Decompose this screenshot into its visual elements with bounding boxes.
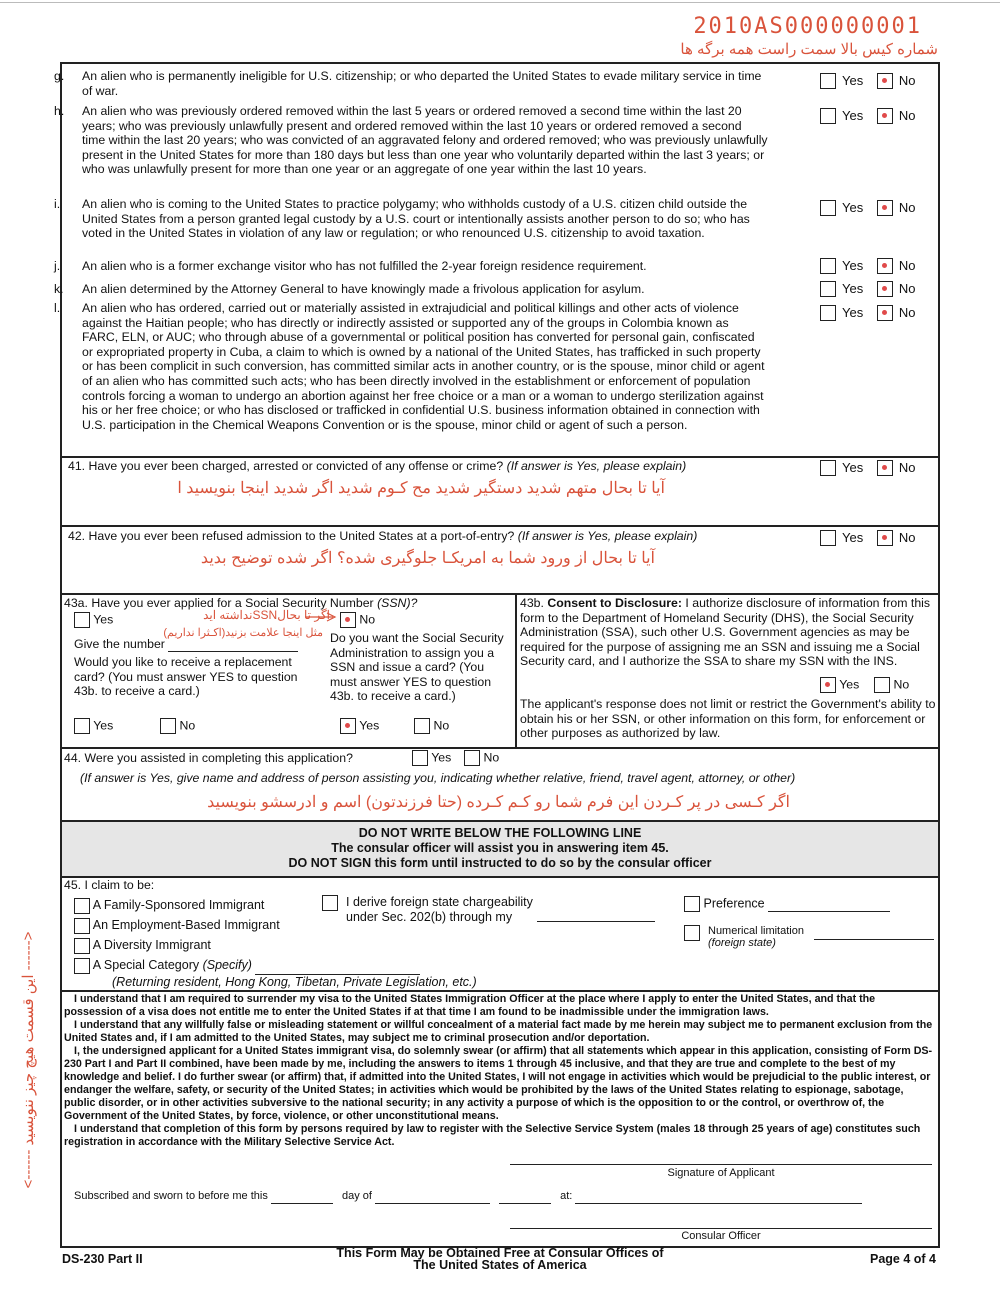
q43b-notice: The applicant's response does not limit or restrict the Government's ability to obtain his or her SSN, or other information on this form, for enforcement or other purposes as authorized by law. bbox=[520, 697, 936, 741]
give-number: Give the number bbox=[74, 637, 298, 652]
yes-checkbox[interactable] bbox=[820, 677, 836, 693]
question-41: 41. Have you ever been charged, arrested or convicted of any offense or crime? (If answer is Yes, please explain) bbox=[68, 459, 687, 473]
claim-diversity: A Diversity Immigrant bbox=[74, 935, 477, 955]
yes-checkbox[interactable] bbox=[340, 718, 356, 734]
question-44: 44. Were you assisted in completing this application? bbox=[64, 751, 353, 765]
question-i: i. An alien who is coming to the United States to practice polygamy; who withholds custody of a U.S. citizen child outside the United States from a person granted legal custody by a U.S. court or intentionally assists another person to do so; who has voted in the United States in violation of any law or regulation; or who renounced U.S. citizenship to avoid taxation. bbox=[54, 197, 750, 241]
question-k: k. An alien determined by the Attorney General to have knowingly made a frivolous application for asylum. bbox=[54, 282, 645, 296]
footer-center: This Form May be Obtained Free at Consular Offices of The United States of America bbox=[336, 1246, 664, 1272]
derive-checkbox[interactable] bbox=[322, 895, 338, 911]
yes-checkbox[interactable] bbox=[74, 718, 90, 734]
q43a-yes: Yes bbox=[74, 612, 113, 628]
preference: Preference bbox=[684, 896, 890, 912]
yes-checkbox[interactable] bbox=[820, 460, 836, 476]
numerical-checkbox[interactable] bbox=[684, 925, 700, 941]
yes-checkbox[interactable] bbox=[820, 258, 836, 274]
page-top-rule bbox=[0, 2, 1000, 3]
yes-checkbox[interactable] bbox=[412, 750, 428, 766]
applicant-signature-label: Signature of Applicant bbox=[667, 1167, 775, 1179]
no-checkbox[interactable] bbox=[160, 718, 176, 734]
q43b-consent: 43b. Consent to Disclosure: I authorize disclosure of information from this form to the Department of Homeland Security (DHS), the Social Security Administration (SSA), such other U.S. Government agencies as may be required for the purpose of assigning me an SSN and issuing me a Social Security card, and I authorize the SSA to share my SSN with the INS. bbox=[520, 596, 931, 669]
rule-43-split bbox=[515, 593, 517, 747]
q44-note-fa: اگر کـسی در پر کـردن این فرم شما رو کـم کـرده (حتا فرزندتون) اسم و ادرسشو بنویسید bbox=[207, 794, 790, 811]
no-checkbox[interactable] bbox=[877, 258, 893, 274]
yes-checkbox[interactable] bbox=[820, 281, 836, 297]
no-checkbox[interactable] bbox=[877, 73, 893, 89]
ssa-question: Do you want the Social Security Administration to assign you a SSN and issue a card? (You must answer YES to question 43b. to receive a card.) bbox=[330, 631, 504, 704]
answer-41: Yes No bbox=[820, 459, 925, 476]
q43a-no: No bbox=[340, 612, 375, 628]
no-checkbox[interactable] bbox=[877, 460, 893, 476]
rule-before-42 bbox=[60, 525, 940, 527]
answer-h: Yes No bbox=[820, 107, 925, 124]
rule-before-41 bbox=[60, 456, 940, 458]
employment-checkbox[interactable] bbox=[74, 918, 90, 934]
no-checkbox[interactable] bbox=[874, 677, 890, 693]
answer-42: Yes No bbox=[820, 529, 925, 546]
q41-note-fa: آیا تا بحال متهم شدید دستگیر شدید مح کـوم شدید اگر شدید اینجا بنویسید ا bbox=[177, 480, 665, 497]
ssa-answer: Yes No bbox=[340, 718, 449, 734]
question-l: l. An alien who has ordered, carried out or materially assisted in extrajudicial and political killings and other acts of violence against the Haitian people; who has directly or indirectly assisted or supported any of the groups in Colombia known as FARC, ELN, or AUC; who through abuse of a governmental or political position has converted for personal gain, confiscated or expropriated property in Cuba, a claim to which is owned by a national of the United States, has trafficked in such property or has been complicit in such conversion, has committed similar acts in another country, or is the spouse, minor child or agent of an alien who has committed such acts; who has been directly involved in the establishment or enforcement of population controls forcing a woman to undergo an abortion against her free choice or a man or a woman to undergo sterilization against his or her free choice; or who has disclosed or trafficked in confidential U.S. business information obtained in connection with U.S. participation in the Chemical Weapons Convention or is the spouse, minor child or agent of such a person. bbox=[54, 301, 765, 432]
no-checkbox[interactable] bbox=[877, 281, 893, 297]
question-j: j. An alien who is a former exchange visitor who has not fulfilled the 2-year foreign residence requirement. bbox=[54, 259, 647, 273]
q42-note-fa: آیا تا بحال از ورود شما به امریکـا جلوگیری شده؟ اگر شده توضیح بدید bbox=[200, 550, 655, 567]
case-number-note: شماره کیس بالا سمت راست همه برگه ها bbox=[680, 41, 938, 58]
question-g: g. An alien who is permanently ineligible for U.S. citizenship; or who departed the United States to evade military service in time of war. bbox=[54, 69, 762, 98]
claim-employment: An Employment-Based Immigrant bbox=[74, 915, 477, 935]
yes-checkbox[interactable] bbox=[820, 305, 836, 321]
q44-answer: Yes No bbox=[412, 750, 499, 766]
question-43a: 43a. Have you ever applied for a Social Security Number (SSN)? bbox=[64, 596, 418, 610]
no-checkbox[interactable] bbox=[464, 750, 480, 766]
claim-family: A Family-Sponsored Immigrant bbox=[74, 895, 477, 915]
numerical-limitation: Numerical limitation (foreign state) bbox=[684, 925, 804, 949]
preference-checkbox[interactable] bbox=[684, 896, 700, 912]
numerical-field[interactable] bbox=[814, 939, 934, 940]
yes-checkbox[interactable] bbox=[820, 200, 836, 216]
answer-l: Yes No bbox=[820, 304, 925, 321]
officer-signature-label: Consular Officer bbox=[681, 1230, 761, 1242]
special-checkbox[interactable] bbox=[74, 958, 90, 974]
rule-before-43 bbox=[60, 593, 940, 595]
no-checkbox[interactable] bbox=[877, 530, 893, 546]
no-checkbox[interactable] bbox=[877, 108, 893, 124]
arrow-icon bbox=[305, 611, 339, 623]
family-checkbox[interactable] bbox=[74, 898, 90, 914]
rule-before-oath bbox=[60, 990, 940, 992]
no-checkbox[interactable] bbox=[877, 200, 893, 216]
case-number: 2010AS000000001 bbox=[693, 14, 922, 39]
answer-k: Yes No bbox=[820, 280, 925, 297]
page-number: Page 4 of 4 bbox=[870, 1252, 936, 1266]
special-note: (Returning resident, Hong Kong, Tibetan, Private Legislation, etc.) bbox=[112, 975, 477, 989]
question-42: 42. Have you ever been refused admission to the United States at a port-of-entry? (If answer is Yes, please explain) bbox=[68, 529, 698, 543]
diversity-checkbox[interactable] bbox=[74, 938, 90, 954]
derive-field[interactable] bbox=[537, 921, 655, 922]
answer-g: Yes No bbox=[820, 72, 925, 89]
yes-checkbox[interactable] bbox=[820, 530, 836, 546]
no-checkbox[interactable] bbox=[414, 718, 430, 734]
question-h: h. An alien who was previously ordered removed within the last 5 years or ordered removed a second time within the last 20 years; who was previously unlawfully present and ordered removed within the last 10 years or ordered removed a second time within the last 20 years; who was convicted of an aggravated felony and ordered removed; who was previously unlawfully present in the United States for more than 180 days but less than one year who voluntarily departed within the last 3 years; or who was unlawfully present for more than one year or an aggregate of one year within the last 10 years. bbox=[54, 104, 768, 177]
no-checkbox[interactable] bbox=[340, 612, 356, 628]
claim-special: A Special Category (Specify) bbox=[74, 955, 477, 975]
derive-chargeability: I derive foreign state chargeability under Sec. 202(b) through my bbox=[322, 895, 537, 924]
divider-line3: DO NOT SIGN this form until instructed to do so by the consular officer bbox=[288, 856, 712, 870]
applicant-signature-line[interactable] bbox=[510, 1164, 932, 1165]
side-note-fa: <------ این قسمت هیچ چیز ننویسید ------> bbox=[20, 931, 37, 1189]
q43a-note-fa-1: اگر تا بحالSSNنداشته اید bbox=[203, 608, 330, 622]
divider-line2: The consular officer will assist you in answering item 45. bbox=[331, 841, 669, 855]
answer-i: Yes No bbox=[820, 199, 925, 216]
yes-checkbox[interactable] bbox=[820, 108, 836, 124]
question-45: 45. I claim to be: bbox=[64, 878, 155, 892]
q44-note: (If answer is Yes, give name and address of person assisting you, indicating whether relative, friend, travel agent, attorney, or other) bbox=[80, 771, 796, 785]
answer-j: Yes No bbox=[820, 257, 925, 274]
oath-text: I understand that I am required to surrender my visa to the United States Immigration Officer at the place where I apply to enter the United States, and that the possession of a visa does not entitle me to enter the United States if at that time I am found to be inadmissible under the immigration laws. I understand that any willfully false or misleading statement or willful concealment of a material fact made by me herein may subject me to permanent exclusion from the United States and, if I am admitted to the United States, may subject me to criminal prosecution and/or deportation. I, the undersigned applicant for a United States immigrant visa, do solemnly swear (or affirm) that all statements which appear in this application, consisting of Form DS-230 Part I and Part II combined, have been made by me, including the answers to items 1 through 45 inclusive, and that they are true and complete to the best of my knowledge and belief. I do further swear (or affirm) that, if admitted into the United States, I will not engage in activities which would be prejudicial to the public interest, or endanger the welfare, safety, or security of the United States; in activities which would be prohibited by the laws of the United States relating to espionage, sabotage, public disorder, or in other activities subversive to the national security; in any activity a purpose of which is the opposition to or the control, or overthrow of, the Government of the United States, by force, violence, or other unconstitutional means. I understand that completion of this form by persons required by law to register with the Selective Service System (males 18 through 25 years of age) constitutes such registration in accordance with the Military Selective Service Act. bbox=[64, 993, 933, 1148]
rule-before-44 bbox=[60, 747, 940, 749]
divider-line1: DO NOT WRITE BELOW THE FOLLOWING LINE bbox=[358, 826, 642, 840]
replacement-answer: Yes No bbox=[74, 718, 195, 734]
replacement-question: Would you like to receive a replacement card? (You must answer YES to question 43b. to receive a card.) bbox=[74, 655, 298, 699]
q43a-note-fa-2: مثل اینجا علامت بزنید(اکـثرا نداریم) bbox=[163, 627, 323, 639]
q43b-answer: Yes No bbox=[820, 677, 909, 693]
rule-before-45 bbox=[60, 876, 940, 878]
form-id: DS-230 Part II bbox=[62, 1252, 143, 1266]
yes-checkbox[interactable] bbox=[74, 612, 90, 628]
yes-checkbox[interactable] bbox=[820, 73, 836, 89]
no-checkbox[interactable] bbox=[877, 305, 893, 321]
sworn-line: Subscribed and sworn to before me this day of at: bbox=[74, 1189, 862, 1204]
